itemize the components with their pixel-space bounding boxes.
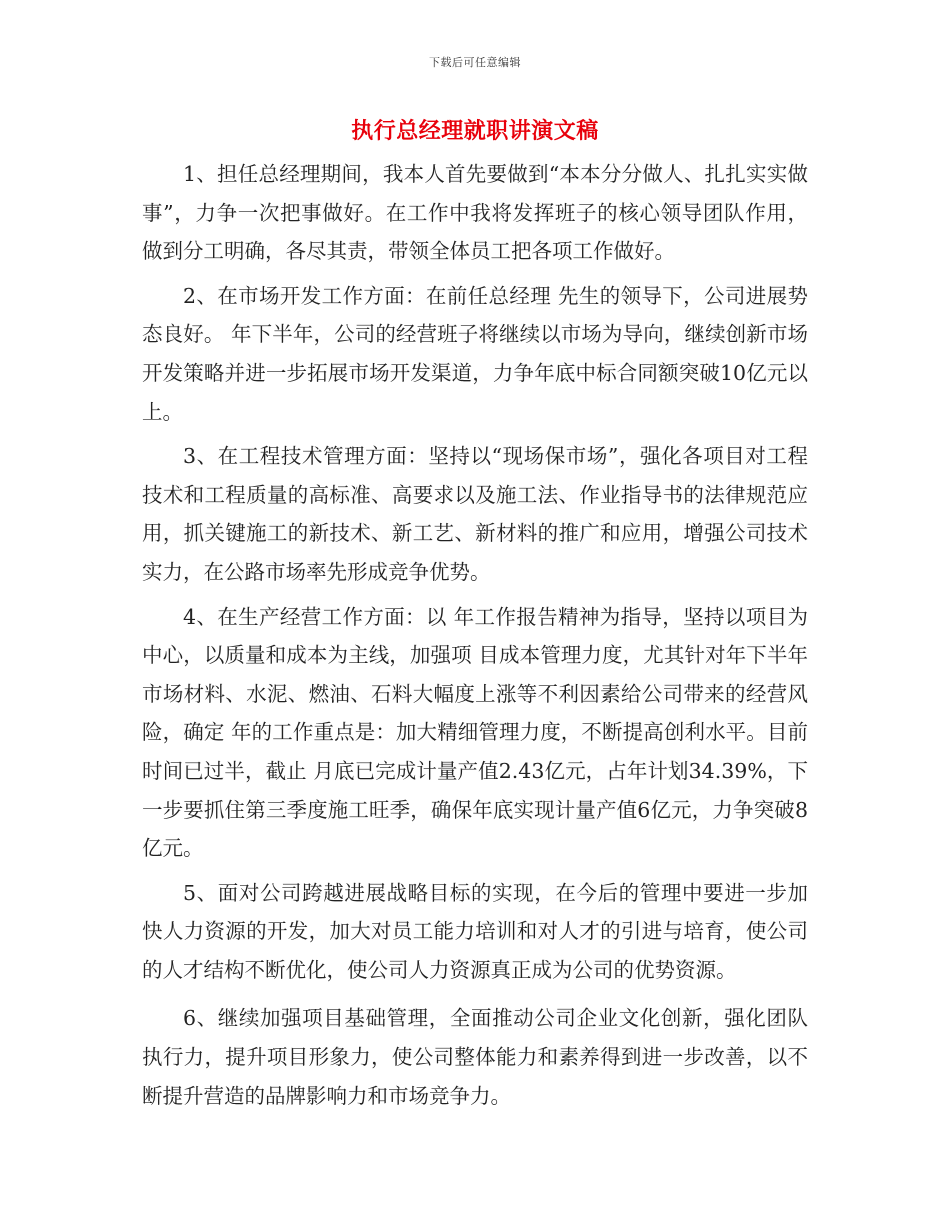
paragraph-1: 1、担任总经理期间，我本人首先要做到“本本分分做人、扎扎实实做事”，力争一次把事做好。在工作中我将发挥班子的核心领导团队作用，做到分工明确，各尽其责，带领全体员工把各项工作做好。 xyxy=(142,162,808,264)
document-body xyxy=(142,155,808,1121)
paragraph-2: 2、在市场开发工作方面：在前任总经理 先生的领导下，公司进展势态良好。 年下半年，公司的经营班子将继续以市场为导向，继续创新市场开发策略并进一步拓展市场开发渠道，力争年底中标合同额突破10亿元以上。 xyxy=(142,283,808,424)
paragraph-3: 3、在工程技术管理方面：坚持以“现场保市场”，强化各项目对工程技术和工程质量的高标准、高要求以及施工法、作业指导书的法律规范应用，抓关键施工的新技术、新工艺、新材料的推广和应用，增强公司技术实力，在公路市场率先形成竞争优势。 xyxy=(142,444,808,584)
header-note: 下载后可任意编辑 xyxy=(429,56,521,69)
paragraph-5: 5、面对公司跨越进展战略目标的实现，在今后的管理中要进一步加快人力资源的开发，加大对员工能力培训和对人才的引进与培育，使公司的人才结构不断优化，使公司人力资源真正成为公司的优势资源。 xyxy=(142,880,808,982)
document-title: 执行总经理就职讲演文稿 xyxy=(351,119,599,144)
paragraph-4: 4、在生产经营工作方面：以 年工作报告精神为指导，坚持以项目为中心，以质量和成本为主线，加强项 目成本管理力度，尤其针对年下半年市场材料、水泥、燃油、石料大幅度上涨等不利因素给公司带来的经营风险，确定 年的工作重点是：加大精细管理力度，不断提高创利水平。目前时间已过半，截止 月底已完成计量产值2.43亿元，占年计划34.39%，下一步要抓住第三季度施工旺季，确保年底实现计量产值6亿元，力争突破8亿元。 xyxy=(142,604,808,861)
paragraph-6: 6、继续加强项目基础管理，全面推动公司企业文化创新，强化团队执行力，提升项目形象力，使公司整体能力和素养得到进一步改善，以不断提升营造的品牌影响力和市场竞争力。 xyxy=(142,1006,808,1108)
